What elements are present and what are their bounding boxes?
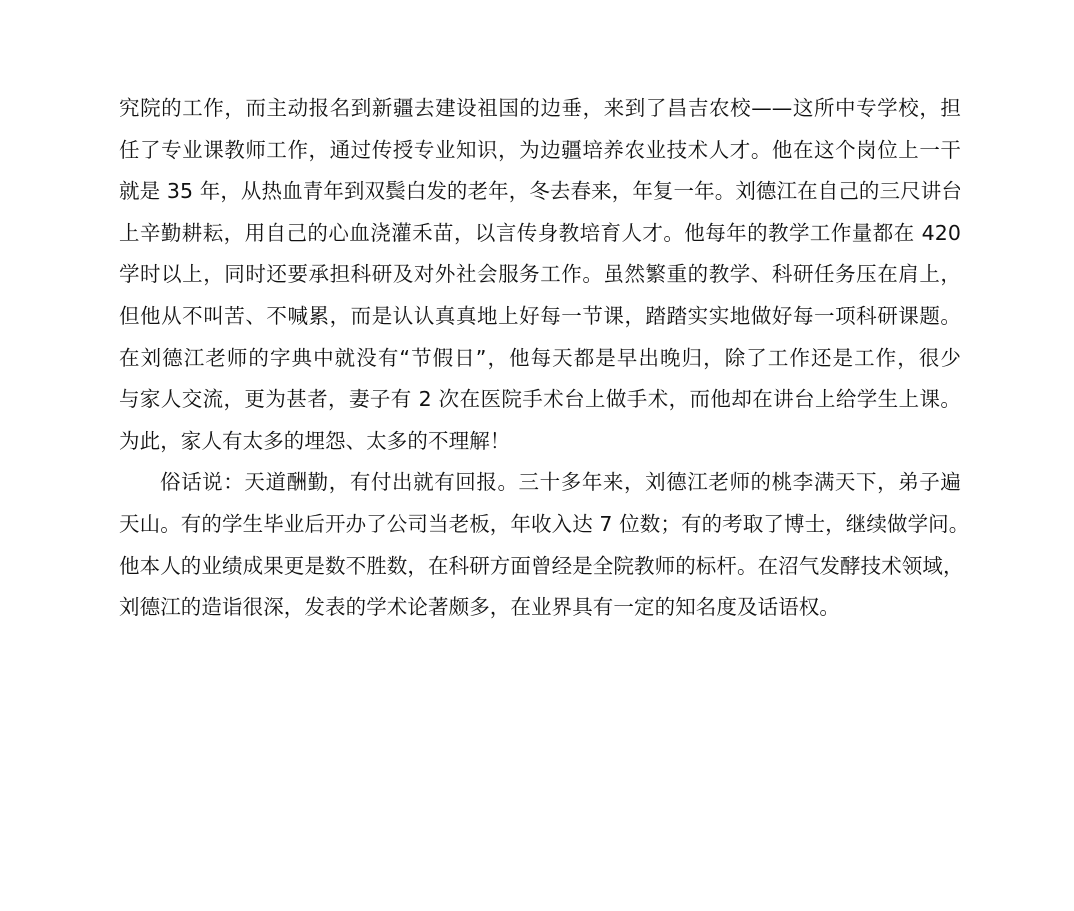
text-line: 俗话说：天道酬勤，有付出就有回报。三十多年来，刘德江老师的桃李满天下，弟子遍 (160, 470, 961, 495)
body-text (119, 88, 970, 629)
text-line: 学时以上，同时还要承担科研及对外社会服务工作。虽然繁重的教学、科研任务压在肩上， (119, 262, 961, 287)
text-line: 任了专业课教师工作，通过传授专业知识，为边疆培养农业技术人才。他在这个岗位上一干 (119, 137, 961, 162)
text-line: 与家人交流，更为甚者，妻子有 2 次在医院手术台上做手术，而他却在讲台上给学生上课。 (119, 387, 961, 412)
text-line: 就是 35 年，从热血青年到双鬓白发的老年，冬去春来，年复一年。刘德江在自己的三尺讲台 (119, 179, 962, 204)
text-line: 为此，家人有太多的埋怨、太多的不理解！ (119, 428, 511, 453)
text-line: 天山。有的学生毕业后开办了公司当老板，年收入达 7 位数；有的考取了博士，继续做学问。 (119, 511, 970, 536)
text-line: 在刘德江老师的字典中就没有“节假日”，他每天都是早出晚归，除了工作还是工作，很少 (119, 345, 961, 370)
text-line: 他本人的业绩成果更是数不胜数，在科研方面曾经是全院教师的标杆。在沼气发酵技术领域， (119, 553, 964, 578)
text-line: 究院的工作，而主动报名到新疆去建设祖国的边垂，来到了昌吉农校——这所中专学校，担 (119, 96, 961, 120)
paragraph-2 (119, 462, 970, 628)
text-line: 刘德江的造诣很深，发表的学术论著颇多，在业界具有一定的知名度及话语权。 (119, 595, 840, 620)
paragraph-1 (119, 88, 961, 462)
text-line: 上辛勤耕耘，用自己的心血浇灌禾苗，以言传身教培育人才。他每年的教学工作量都在 420 (119, 220, 961, 245)
text-line: 但他从不叫苦、不喊累，而是认认真真地上好每一节课，踏踏实实地做好每一项科研课题。 (119, 303, 961, 328)
